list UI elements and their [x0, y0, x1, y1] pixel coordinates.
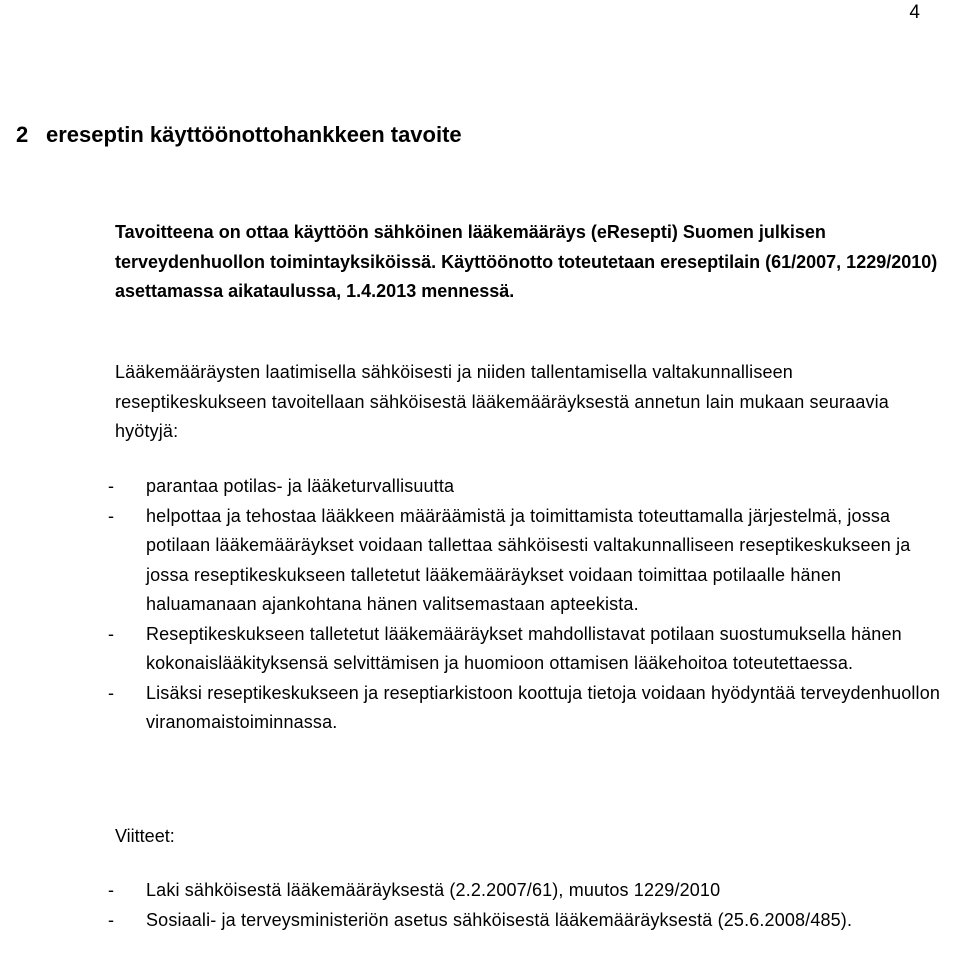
- section-title: ereseptin käyttöönottohankkeen tavoite: [46, 122, 462, 147]
- list-item-text: Lisäksi reseptikeskukseen ja reseptiarkistoon koottuja tietoja voidaan hyödyntää terveydenhuollon viranomaistoiminnassa.: [146, 682, 941, 732]
- benefits-list: [108, 472, 948, 738]
- references-list: [108, 876, 948, 935]
- bullet-dash: -: [108, 682, 115, 703]
- benefits-intro-paragraph: Lääkemääräysten laatimisella sähköisesti ja niiden tallentamisella valtakunnalliseen reseptikeskukseen tavoitellaan sähköisestä lääkemääräyksestä annetun lain mukaan seuraavia hyötyjä:: [115, 362, 889, 441]
- bullet-dash: -: [108, 909, 115, 930]
- list-item: [108, 472, 948, 502]
- list-item: [108, 502, 948, 620]
- bullet-dash: -: [108, 476, 115, 496]
- list-item: [108, 906, 948, 936]
- bullet-dash: -: [108, 880, 115, 900]
- bullet-dash: -: [108, 505, 115, 526]
- references-heading: Viitteet:: [115, 826, 175, 846]
- list-item: [108, 876, 948, 906]
- list-item-text: Reseptikeskukseen talletetut lääkemääräykset mahdollistavat potilaan suostumuksella hänen kokonaislääkityksensä selvittämisen ja huomioon ottamisen lääkehoitoa toteutettaessa.: [146, 623, 902, 673]
- reference-text: Sosiaali- ja terveysministeriön asetus sähköisestä lääkemääräyksestä (25.6.2008/485).: [146, 909, 853, 930]
- list-item-text: helpottaa ja tehostaa lääkkeen määräämistä ja toimittamista toteuttamalla järjestelmä, jossa potilaan lääkemääräykset voidaan tallettaa sähköisesti valtakunnalliseen reseptikeskukseen ja jossa reseptikeskukseen talletetut lääkemääräykset voidaan toimittaa potilaalle hänen haluamanaan ajankohtana hänen valitsemastaan apteekista.: [146, 505, 911, 614]
- section-heading: [0, 122, 462, 148]
- intro-paragraph: Tavoitteena on ottaa käyttöön sähköinen lääkemääräys (eResepti) Suomen julkisen terveydenhuollon toimintayksiköissä. Käyttöönotto toteutetaan ereseptilain (61/2007, 1229/2010) asettamassa aikataulussa, 1.4.2013 mennessä.: [115, 222, 938, 301]
- bullet-dash: -: [108, 623, 115, 644]
- list-item: [108, 679, 948, 738]
- reference-text: Laki sähköisestä lääkemääräyksestä (2.2.2007/61), muutos 1229/2010: [146, 880, 721, 900]
- list-item: [108, 620, 948, 679]
- section-number: 2: [16, 122, 29, 147]
- list-item-text: parantaa potilas- ja lääketurvallisuutta: [146, 476, 455, 496]
- page-number: 4: [909, 2, 920, 23]
